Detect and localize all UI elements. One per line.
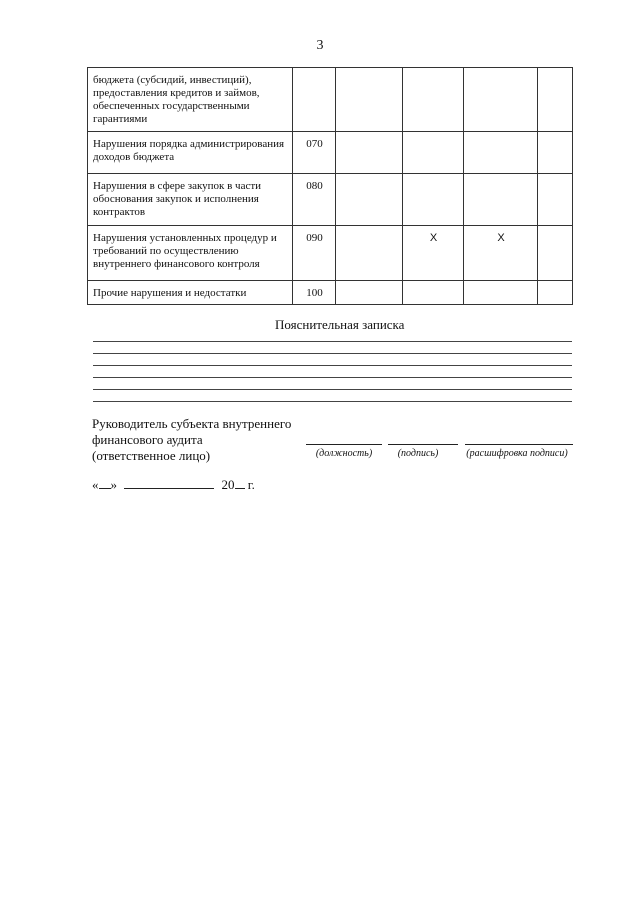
signatory-line: (ответственное лицо) (92, 448, 211, 463)
note-line (93, 365, 572, 366)
row-cell (464, 68, 538, 132)
table-row (88, 68, 573, 132)
year-prefix: 20 (221, 477, 235, 492)
row-description: Нарушения установленных процедур и требований по осуществлению внутреннего финансового контроля (88, 226, 293, 281)
year-blank (235, 478, 245, 489)
row-description: бюджета (субсидий, инвестиций), предоставления кредитов и займов, обеспеченных государственными гарантиями (88, 68, 293, 132)
row-code (293, 68, 336, 132)
row-description: Прочие нарушения и недостатки (88, 281, 293, 305)
row-cell (538, 132, 573, 174)
row-cell (403, 68, 464, 132)
row-cell (464, 174, 538, 226)
date-line (92, 477, 255, 493)
row-description: Нарушения порядка администрирования доходов бюджета (88, 132, 293, 174)
name-field (465, 444, 573, 445)
row-cell (403, 281, 464, 305)
row-code: 070 (293, 132, 336, 174)
note-line (93, 353, 572, 354)
row-cell (538, 174, 573, 226)
row-cell (403, 174, 464, 226)
row-cell (538, 281, 573, 305)
month-blank (124, 478, 214, 489)
table-row (88, 174, 573, 226)
notes-title: Пояснительная записка (275, 317, 405, 332)
note-line (93, 377, 572, 378)
row-cell (336, 132, 403, 174)
note-line (93, 401, 572, 402)
row-cell (538, 226, 573, 281)
table-row (88, 132, 573, 174)
row-code: 100 (293, 281, 336, 305)
signatory-line: Руководитель субъекта внутреннего (92, 416, 292, 431)
row-cell (464, 281, 538, 305)
date-close-quote: » (110, 477, 117, 492)
row-code: 080 (293, 174, 336, 226)
row-code: 090 (293, 226, 336, 281)
row-cell (464, 132, 538, 174)
name-caption: (расшифровка подписи) (466, 448, 568, 459)
row-cell-mark: X (403, 226, 464, 281)
report-table (87, 67, 573, 305)
signature-caption: (подпись) (397, 448, 439, 459)
row-cell (336, 281, 403, 305)
row-description: Нарушения в сфере закупок в части обоснования закупок и исполнения контрактов (88, 174, 293, 226)
note-line (93, 341, 572, 342)
table-row (88, 281, 573, 305)
note-line (93, 389, 572, 390)
day-blank (99, 478, 111, 489)
date-open-quote: « (92, 477, 99, 492)
signature-field (388, 444, 458, 445)
table-row (88, 226, 573, 281)
position-caption: (должность) (315, 448, 373, 459)
row-cell (336, 68, 403, 132)
year-suffix: г. (247, 477, 255, 492)
row-cell (336, 174, 403, 226)
row-cell (403, 132, 464, 174)
row-cell (336, 226, 403, 281)
signatory-title (92, 416, 302, 464)
position-field (306, 444, 382, 445)
row-cell-mark: X (464, 226, 538, 281)
row-cell (538, 68, 573, 132)
page-number: 3 (316, 38, 324, 53)
signatory-line: финансового аудита (92, 432, 203, 447)
